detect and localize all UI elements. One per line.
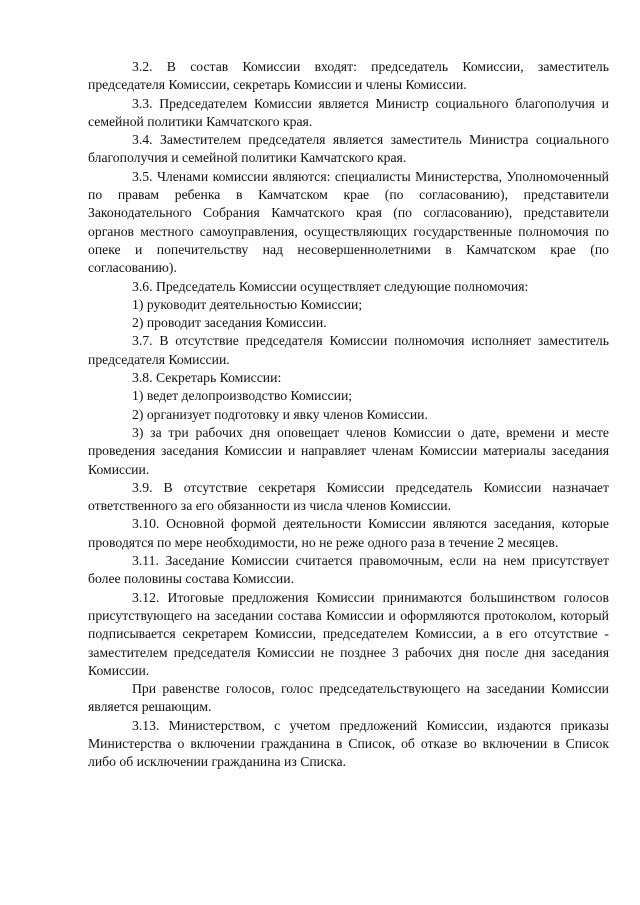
document-body <box>88 58 609 772</box>
paragraph-3-12-tie-vote: При равенстве голосов, голос председательствующего на заседании Комиссии является решающим. <box>88 681 609 715</box>
paragraph-3-5: 3.5. Членами комиссии являются: специалисты Министерства, Уполномоченный по правам ребенка в Камчатском крае (по согласованию), представители Законодательного Собрания Камчатского края (по согласованию), представители органов местного самоуправления, осуществляющих государственные полномочия по опеке и попечительству над несовершеннолетними в Камчатском крае (по согласованию). <box>88 168 609 276</box>
paragraph-3-6-item-1: 1) руководит деятельностью Комиссии; <box>132 296 363 312</box>
paragraph-3-9: 3.9. В отсутствие секретаря Комиссии председатель Комиссии назначает ответственного за его обязанности из числа членов Комиссии. <box>88 479 609 514</box>
paragraph-3-6: 3.6. Председатель Комиссии осуществляет следующие полномочия: <box>132 278 529 294</box>
paragraph-3-8-item-1: 1) ведет делопроизводство Комиссии; <box>132 388 353 404</box>
paragraph-3-6-item-2: 2) проводит заседания Комиссии. <box>132 315 327 331</box>
paragraph-3-2: 3.2. В состав Комиссии входят: председатель Комиссии, заместитель председателя Комиссии, секретарь Комиссии и члены Комиссии. <box>88 59 609 93</box>
paragraph-3-4: 3.4. Заместителем председателя является заместитель Министра социального благополучия и семейной политики Камчатского края. <box>88 132 609 166</box>
paragraph-3-11: 3.11. Заседание Комиссии считается правомочным, если на нем присутствует более половины состава Комиссии. <box>88 553 609 587</box>
paragraph-3-7: 3.7. В отсутствие председателя Комиссии полномочия исполняет заместитель председателя Комиссии. <box>88 333 609 367</box>
paragraph-3-8-item-2: 2) организует подготовку и явку членов Комиссии. <box>132 406 428 422</box>
paragraph-3-13: 3.13. Министерством, с учетом предложений Комиссии, издаются приказы Министерства о включении гражданина в Список, об отказе во включении в Список либо об исключении гражданина из Списка. <box>88 717 609 770</box>
paragraph-3-10: 3.10. Основной формой деятельности Комиссии являются заседания, которые проводятся по мере необходимости, но не реже одного раза в течение 2 месяцев. <box>88 516 609 550</box>
paragraph-3-12: 3.12. Итоговые предложения Комиссии принимаются большинством голосов присутствующего на заседании состава Комиссии и оформляются протоколом, который подписывается секретарем Комиссии, председателем Комиссии, а в его отсутствие - заместителем председателя Комиссии не позднее 3 рабочих дня после дня заседания Комиссии. <box>88 589 609 678</box>
paragraph-3-8: 3.8. Секретарь Комиссии: <box>132 370 282 386</box>
paragraph-3-8-item-3: 3) за три рабочих дня оповещает членов Комиссии о дате, времени и месте проведения заседания Комиссии и направляет членам Комиссии материалы заседания Комиссии. <box>88 424 609 477</box>
paragraph-3-3: 3.3. Председателем Комиссии является Министр социального благополучия и семейной политики Камчатского края. <box>88 95 609 129</box>
